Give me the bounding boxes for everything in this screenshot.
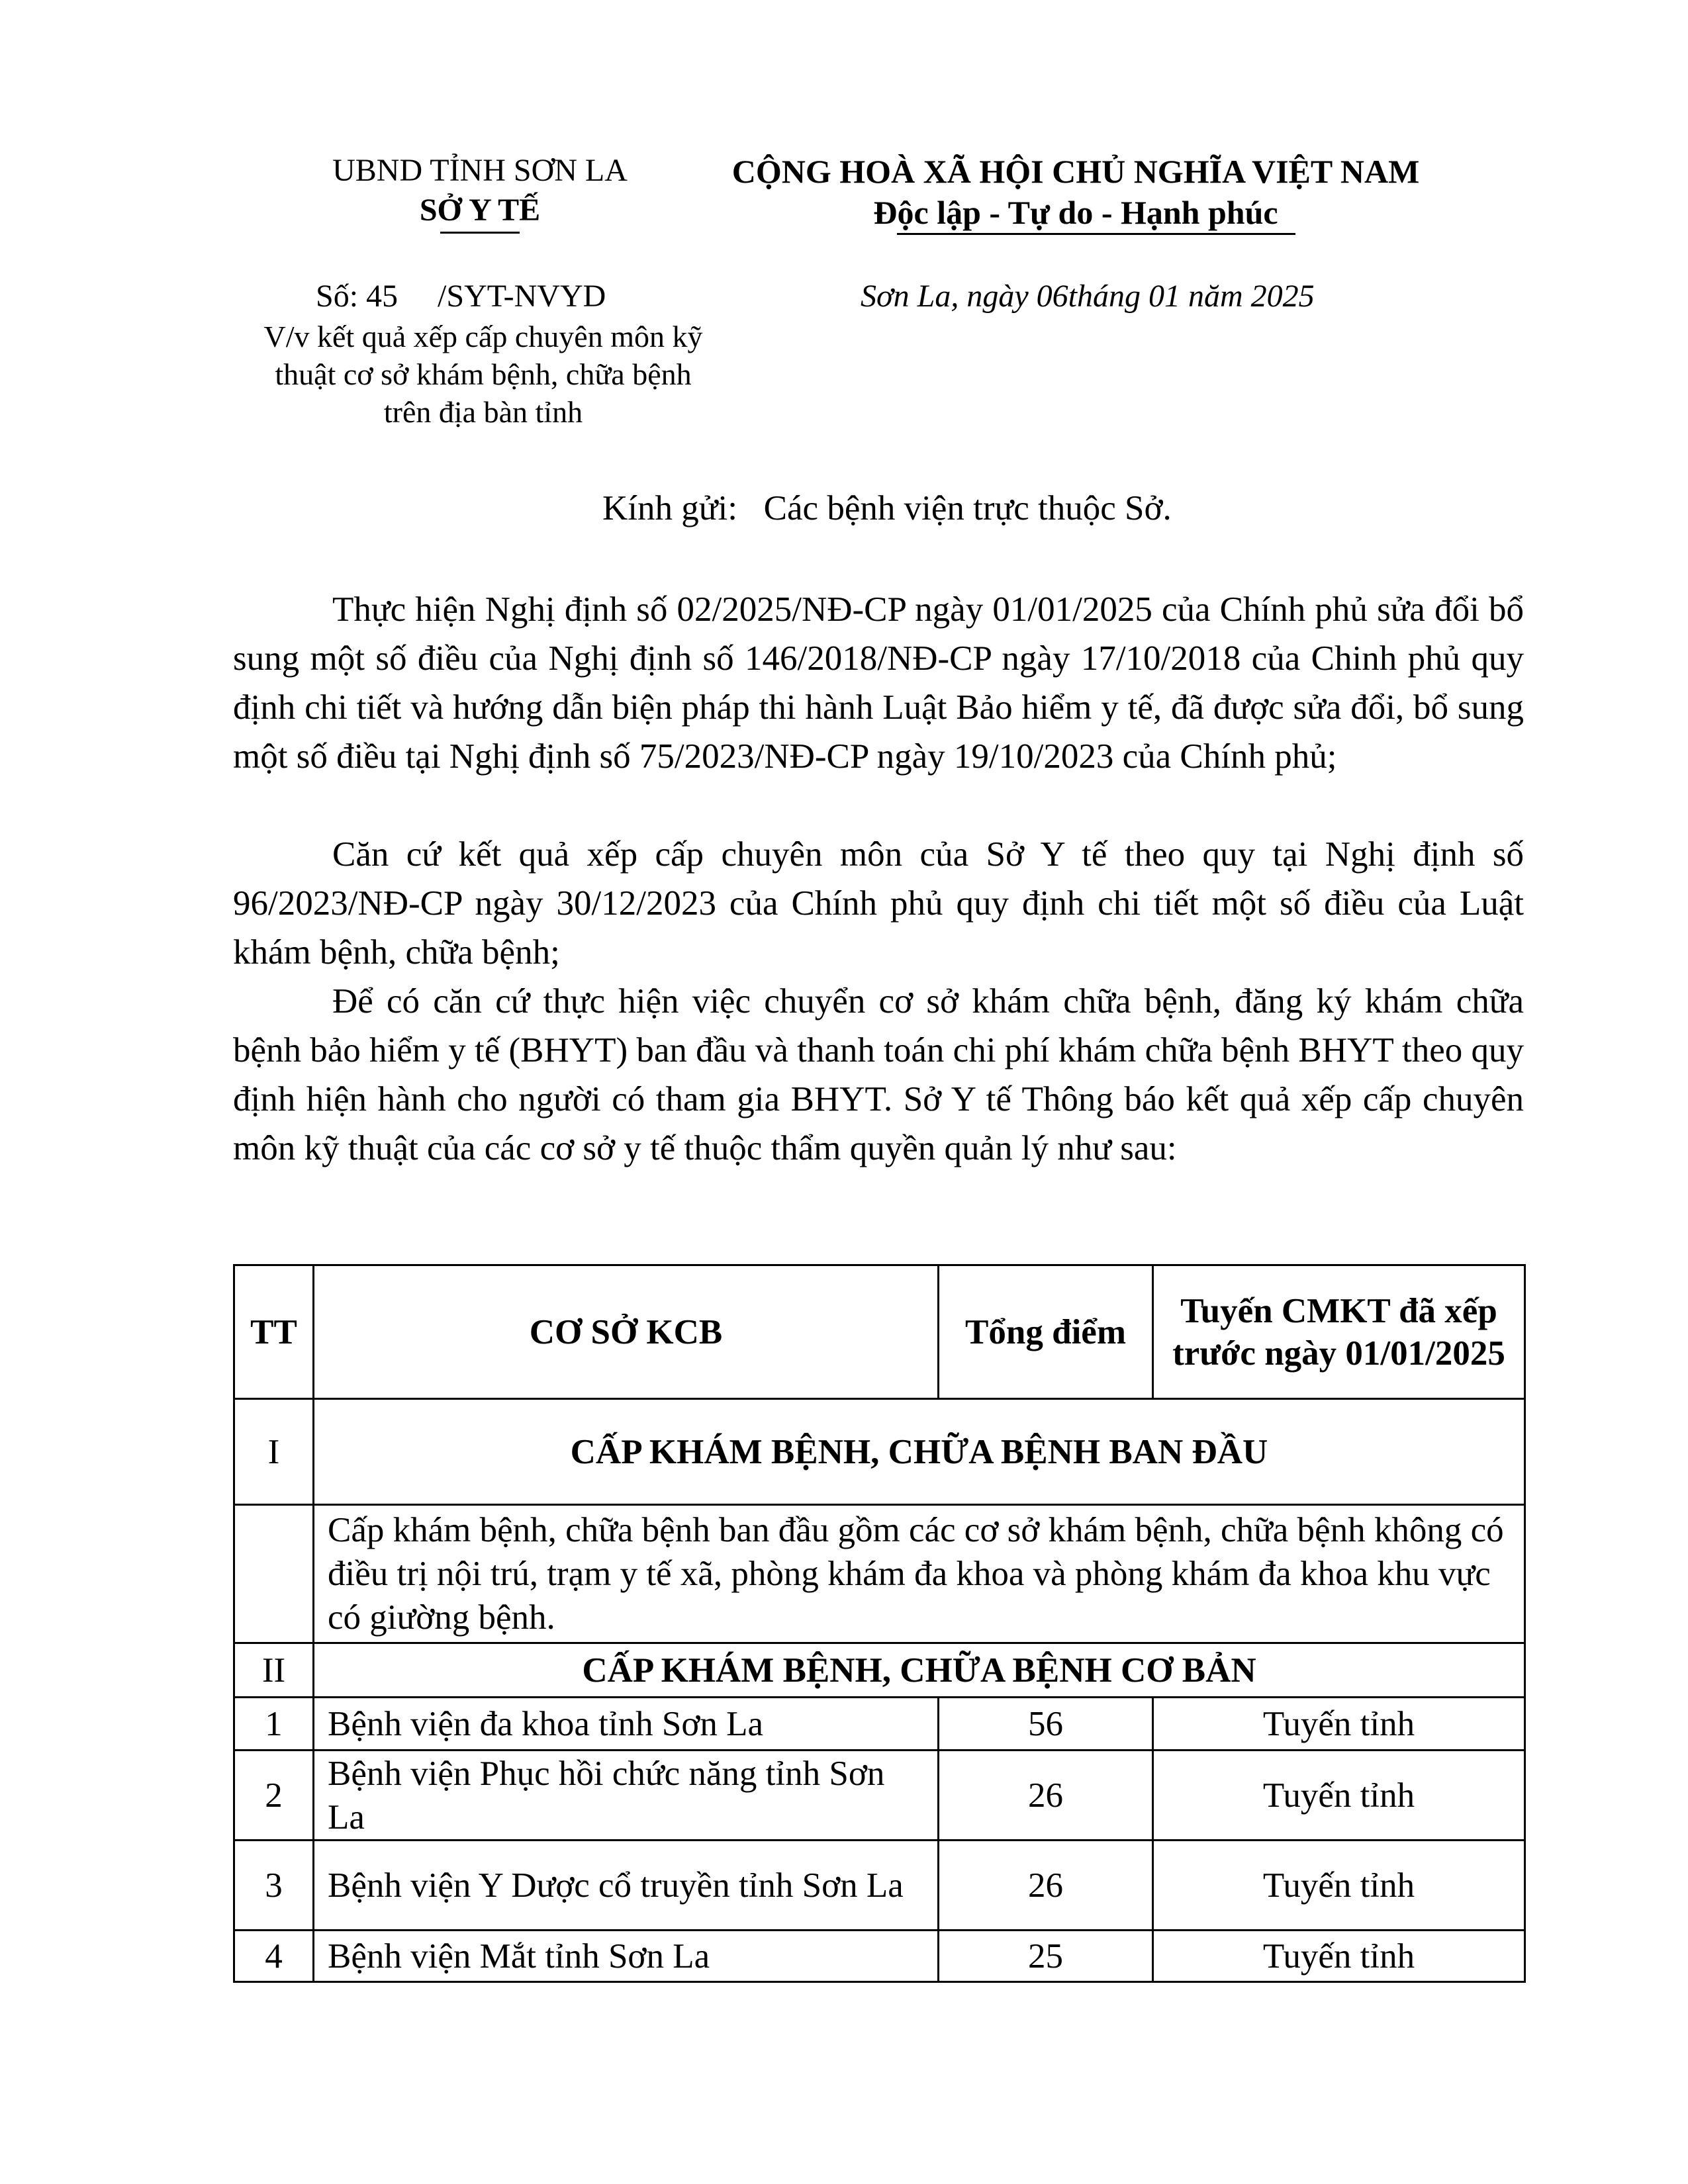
header-facility: CƠ SỞ KCB — [314, 1265, 939, 1399]
parent-org: UBND TỈNH SƠN LA — [332, 153, 628, 188]
ranking-table — [233, 1264, 1526, 1983]
country-name: CỘNG HOÀ XÃ HỘI CHỦ NGHĨA VIỆT NAM — [731, 153, 1420, 190]
row-facility: Bệnh viện Mắt tỉnh Sơn La — [314, 1931, 939, 1982]
national-header — [728, 151, 1423, 233]
empty-cell — [234, 1505, 314, 1643]
body-paragraph — [233, 830, 1524, 977]
section-title: CẤP KHÁM BỆNH, CHỮA BỆNH CƠ BẢN — [314, 1643, 1525, 1698]
section-note-row — [234, 1505, 1525, 1643]
section-row — [234, 1399, 1525, 1505]
body-paragraph — [233, 977, 1524, 1173]
table-header-row — [234, 1265, 1525, 1399]
section-title: CẤP KHÁM BỆNH, CHỮA BỆNH BAN ĐẦU — [314, 1399, 1525, 1505]
row-level: Tuyến tỉnh — [1153, 1751, 1525, 1841]
recipient-line: Kính gửi: Các bệnh viện trực thuộc Sở. — [602, 489, 1172, 527]
paragraph-text: Thực hiện Nghị định số 02/2025/NĐ-CP ngày 01/01/2025 của Chính phủ sửa đổi bổ sung một số điều của Nghị định số 146/2018/NĐ-CP ngày 17/10/2018 của Chinh phủ quy định chi tiết và hướng dẫn biện pháp thi hành Luật Bảo hiểm y tế, đã được sửa đổi, bổ sung một số điều tại Nghị định số 75/2023/NĐ-CP ngày 19/10/2023 của Chính phủ; — [233, 590, 1524, 776]
header-score: Tổng điểm — [939, 1265, 1153, 1399]
section-number: II — [234, 1643, 314, 1698]
motto-underline — [897, 233, 1295, 235]
document-date: Sơn La, ngày 06tháng 01 năm 2025 — [861, 279, 1315, 314]
paragraph-text: Để có căn cứ thực hiện việc chuyển cơ sở khám chữa bệnh, đăng ký khám chữa bệnh bảo hiểm y tế (BHYT) ban đầu và thanh toán chi phí khám chữa bệnh BHYT theo quy định hiện hành cho người có tham gia BHYT. Sở Y tế Thông báo kết quả xếp cấp chuyên môn kỹ thuật của các cơ sở y tế thuộc thẩm quyền quản lý như sau: — [233, 982, 1524, 1167]
row-facility: Bệnh viện đa khoa tỉnh Sơn La — [314, 1698, 939, 1751]
header-tt: TT — [234, 1265, 314, 1399]
table-row — [234, 1751, 1525, 1841]
row-level: Tuyến tỉnh — [1153, 1698, 1525, 1751]
header-level: Tuyến CMKT đã xếp trước ngày 01/01/2025 — [1153, 1265, 1525, 1399]
row-facility: Bệnh viện Y Dược cổ truyền tỉnh Sơn La — [314, 1841, 939, 1931]
row-score: 56 — [939, 1698, 1153, 1751]
section-number: I — [234, 1399, 314, 1505]
row-level: Tuyến tỉnh — [1153, 1931, 1525, 1982]
row-tt: 1 — [234, 1698, 314, 1751]
row-tt: 4 — [234, 1931, 314, 1982]
org-name: SỞ Y TẾ — [419, 193, 541, 228]
document-number: Số: 45 /SYT-NVYD — [316, 279, 606, 314]
section-note: Cấp khám bệnh, chữa bệnh ban đầu gồm các cơ sở khám bệnh, chữa bệnh không có điều trị nội trú, trạm y tế xã, phòng khám đa khoa và phòng khám đa khoa khu vực có giường bệnh. — [314, 1505, 1525, 1643]
row-tt: 2 — [234, 1751, 314, 1841]
national-motto: Độc lập - Tự do - Hạnh phúc — [873, 194, 1278, 231]
row-tt: 3 — [234, 1841, 314, 1931]
row-score: 26 — [939, 1841, 1153, 1931]
paragraph-text: Căn cứ kết quả xếp cấp chuyên môn của Sở Y tế theo quy tại Nghị định số 96/2023/NĐ-CP ngày 30/12/2023 của Chính phủ quy định chi tiết một số điều của Luật khám bệnh, chữa bệnh; — [233, 835, 1524, 972]
issuing-authority — [285, 151, 675, 230]
row-facility: Bệnh viện Phục hồi chức năng tỉnh Sơn La — [314, 1751, 939, 1841]
table-row — [234, 1931, 1525, 1982]
body-paragraph — [233, 585, 1524, 781]
section-row — [234, 1643, 1525, 1698]
document-subject: V/v kết quả xếp cấp chuyên môn kỹ thuật cơ sở khám bệnh, chữa bệnh trên địa bàn tỉnh — [263, 320, 703, 429]
row-score: 26 — [939, 1751, 1153, 1841]
table-row — [234, 1698, 1525, 1751]
row-score: 25 — [939, 1931, 1153, 1982]
table-row — [234, 1841, 1525, 1931]
org-underline — [440, 232, 520, 234]
row-level: Tuyến tỉnh — [1153, 1841, 1525, 1931]
